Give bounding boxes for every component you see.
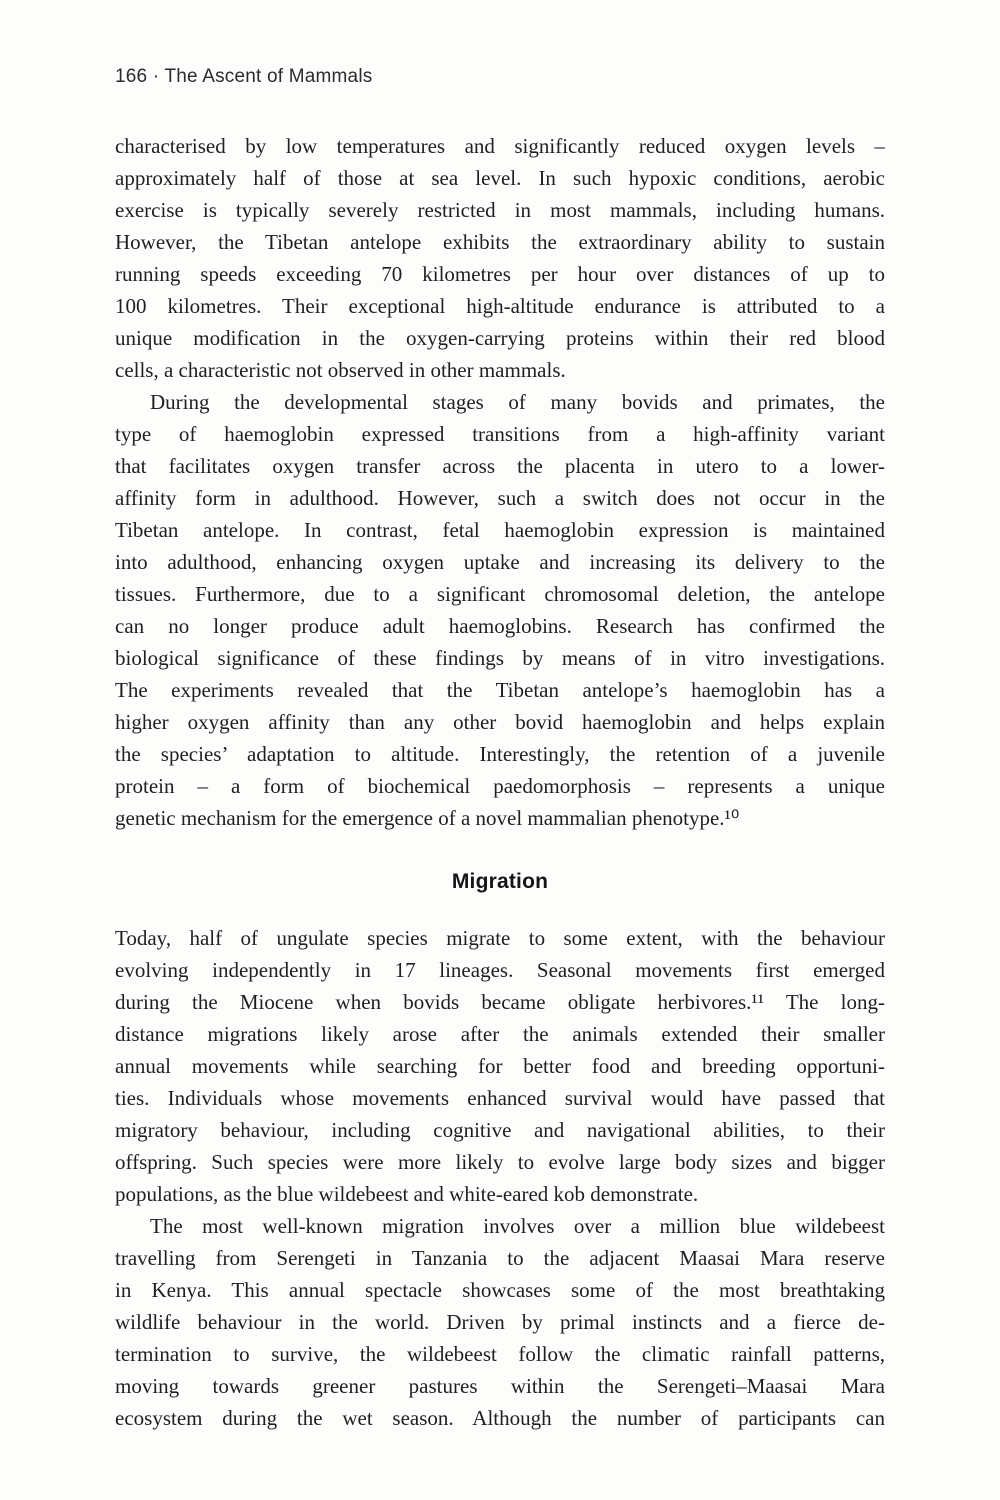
text-line: Tibetan antelope. In contrast, fetal haemoglobin expression is maintained bbox=[115, 518, 885, 542]
text-line: protein – a form of biochemical paedomorphosis – represents a unique bbox=[115, 774, 885, 798]
text-line: However, the Tibetan antelope exhibits the extraordinary ability to sustain bbox=[115, 230, 885, 254]
text-line: termination to survive, the wildebeest follow the climatic rainfall patterns, bbox=[115, 1342, 885, 1366]
text-line: annual movements while searching for better food and breeding opportuni- bbox=[115, 1054, 885, 1078]
text-line: unique modification in the oxygen-carrying proteins within their red blood bbox=[115, 326, 885, 350]
text-line: ecosystem during the wet season. Although the number of participants can bbox=[115, 1406, 885, 1430]
text-line: in Kenya. This annual spectacle showcases some of the most breathtaking bbox=[115, 1278, 885, 1302]
text-line: moving towards greener pastures within the Serengeti–Maasai Mara bbox=[115, 1374, 885, 1398]
text-line: distance migrations likely arose after the animals extended their smaller bbox=[115, 1022, 885, 1046]
text-line: higher oxygen affinity than any other bovid haemoglobin and helps explain bbox=[115, 710, 885, 734]
text-line: migratory behaviour, including cognitive and navigational abilities, to their bbox=[115, 1118, 885, 1142]
section-heading: Migration bbox=[451, 870, 549, 893]
paragraph bbox=[115, 1210, 885, 1434]
text-line: biological significance of these findings by means of in vitro investigations. bbox=[115, 646, 885, 670]
text-line: affinity form in adulthood. However, such a switch does not occur in the bbox=[115, 486, 885, 510]
text-line: can no longer produce adult haemoglobins. Research has confirmed the bbox=[115, 614, 885, 638]
paragraph bbox=[115, 130, 885, 386]
text-line-with-footnote: genetic mechanism for the emergence of a novel mammalian phenotype.¹⁰ bbox=[115, 806, 740, 830]
text-line: The experiments revealed that the Tibetan antelope’s haemoglobin has a bbox=[115, 678, 885, 702]
text-line: populations, as the blue wildebeest and white-eared kob demonstrate. bbox=[115, 1182, 699, 1206]
text-line: tissues. Furthermore, due to a significant chromosomal deletion, the antelope bbox=[115, 582, 885, 606]
text-line: running speeds exceeding 70 kilometres per hour over distances of up to bbox=[115, 262, 885, 286]
text-line: ties. Individuals whose movements enhanced survival would have passed that bbox=[115, 1086, 885, 1110]
paragraph bbox=[115, 386, 885, 834]
text-line: 100 kilometres. Their exceptional high-altitude endurance is attributed to a bbox=[115, 294, 885, 318]
text-line: type of haemoglobin expressed transitions from a high-affinity variant bbox=[115, 422, 885, 446]
text-line: offspring. Such species were more likely to evolve large body sizes and bigger bbox=[115, 1150, 885, 1174]
text-line: approximately half of those at sea level. In such hypoxic conditions, aerobic bbox=[115, 166, 885, 190]
text-line: exercise is typically severely restricted in most mammals, including humans. bbox=[115, 198, 885, 222]
text-line: that facilitates oxygen transfer across the placenta in utero to a lower- bbox=[115, 454, 885, 478]
body-text bbox=[115, 130, 885, 1434]
paragraph bbox=[115, 922, 885, 1210]
text-line: wildlife behaviour in the world. Driven by primal instincts and a fierce de- bbox=[115, 1310, 885, 1334]
text-line: characterised by low temperatures and significantly reduced oxygen levels – bbox=[115, 134, 885, 158]
text-line: During the developmental stages of many bovids and primates, the bbox=[150, 390, 885, 414]
running-header: 166 · The Ascent of Mammals bbox=[115, 66, 373, 87]
text-line: Today, half of ungulate species migrate to some extent, with the behaviour bbox=[115, 926, 885, 950]
text-line: The most well-known migration involves over a million blue wildebeest bbox=[150, 1214, 885, 1238]
text-line: cells, a characteristic not observed in other mammals. bbox=[115, 358, 566, 382]
text-line-with-footnote: during the Miocene when bovids became obligate herbivores.¹¹ The long- bbox=[115, 990, 885, 1014]
text-line: the species’ adaptation to altitude. Interestingly, the retention of a juvenile bbox=[115, 742, 885, 766]
text-line: evolving independently in 17 lineages. Seasonal movements first emerged bbox=[115, 958, 885, 982]
text-line: into adulthood, enhancing oxygen uptake and increasing its delivery to the bbox=[115, 550, 885, 574]
text-line: travelling from Serengeti in Tanzania to the adjacent Maasai Mara reserve bbox=[115, 1246, 885, 1270]
